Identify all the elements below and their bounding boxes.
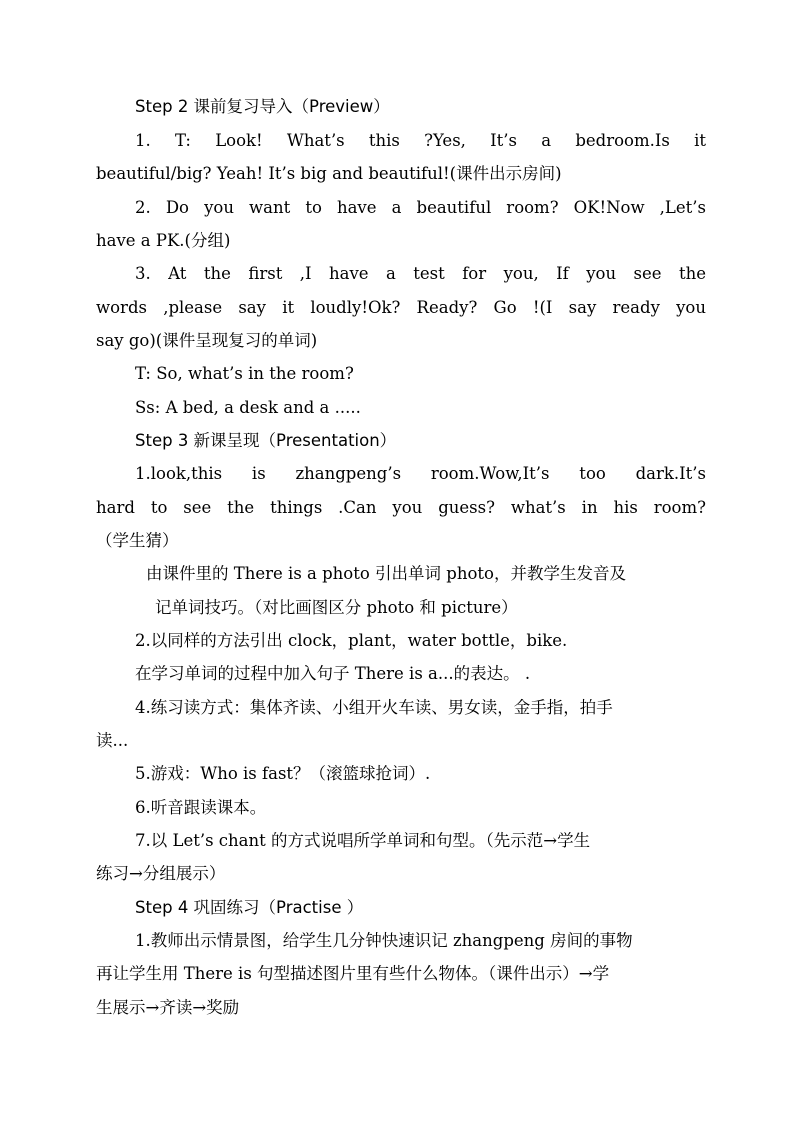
paragraph-line: T: So, what’s in the room?: [135, 364, 354, 383]
step-2-heading: Step 2 课前复习导入（Preview）: [135, 97, 390, 116]
paragraph-line: 1.教师出示情景图，给学生几分钟快速识记 zhangpeng 房间的事物: [135, 931, 633, 950]
paragraph-line: say go)(课件呈现复习的单词): [96, 331, 318, 350]
paragraph-line: Ss: A bed, a desk and a .....: [135, 398, 361, 417]
paragraph-line: hard to see the things .Can you guess? what’s in his room?: [96, 498, 706, 517]
paragraph-line: 在学习单词的过程中加入句子 There is a...的表达。 .: [135, 664, 531, 683]
paragraph-line: 练习→分组展示）: [96, 864, 226, 883]
paragraph-line: 记单词技巧。（对比画图区分 photo 和 picture）: [155, 598, 518, 617]
paragraph-line: 再让学生用 There is 句型描述图片里有些什么物体。（课件出示）→学: [96, 964, 610, 983]
paragraph-line: have a PK.(分组): [96, 231, 231, 250]
paragraph-line: 读...: [96, 731, 129, 750]
paragraph-line: 由课件里的 There is a photo 引出单词 photo，并教学生发音及: [146, 564, 626, 583]
paragraph-line: 1.look,this is zhangpeng’s room.Wow,It’s too dark.It’s: [135, 464, 706, 483]
paragraph-line: words ,please say it loudly!Ok? Ready? Go !(I say ready you: [96, 298, 706, 317]
paragraph-line: 生展示→齐读→奖励: [96, 998, 240, 1017]
paragraph-line: 4.练习读方式：集体齐读、小组开火车读、男女读，金手指，拍手: [135, 698, 613, 717]
paragraph-line: 6.听音跟读课本。: [135, 798, 267, 817]
paragraph-line: 1. T: Look! What’s this ?Yes, It’s a bedroom.Is it: [135, 131, 706, 150]
paragraph-line: 2.以同样的方法引出 clock，plant，water bottle，bike.: [135, 631, 568, 650]
paragraph-line: 7.以 Let’s chant 的方式说唱所学单词和句型。（先示范→学生: [135, 831, 591, 850]
paragraph-line: beautiful/big? Yeah! It’s big and beautiful!(课件出示房间): [96, 164, 562, 183]
step-4-heading: Step 4 巩固练习（Practise ）: [135, 898, 364, 917]
paragraph-line: （学生猜）: [96, 531, 179, 550]
step-3-heading: Step 3 新课呈现（Presentation）: [135, 431, 397, 450]
paragraph-line: 3. At the first ,I have a test for you, If you see the: [135, 264, 706, 283]
paragraph-line: 2. Do you want to have a beautiful room? OK!Now ,Let’s: [135, 198, 706, 217]
paragraph-line: 5.游戏：Who is fast？（滚篮球抢词）.: [135, 764, 431, 783]
